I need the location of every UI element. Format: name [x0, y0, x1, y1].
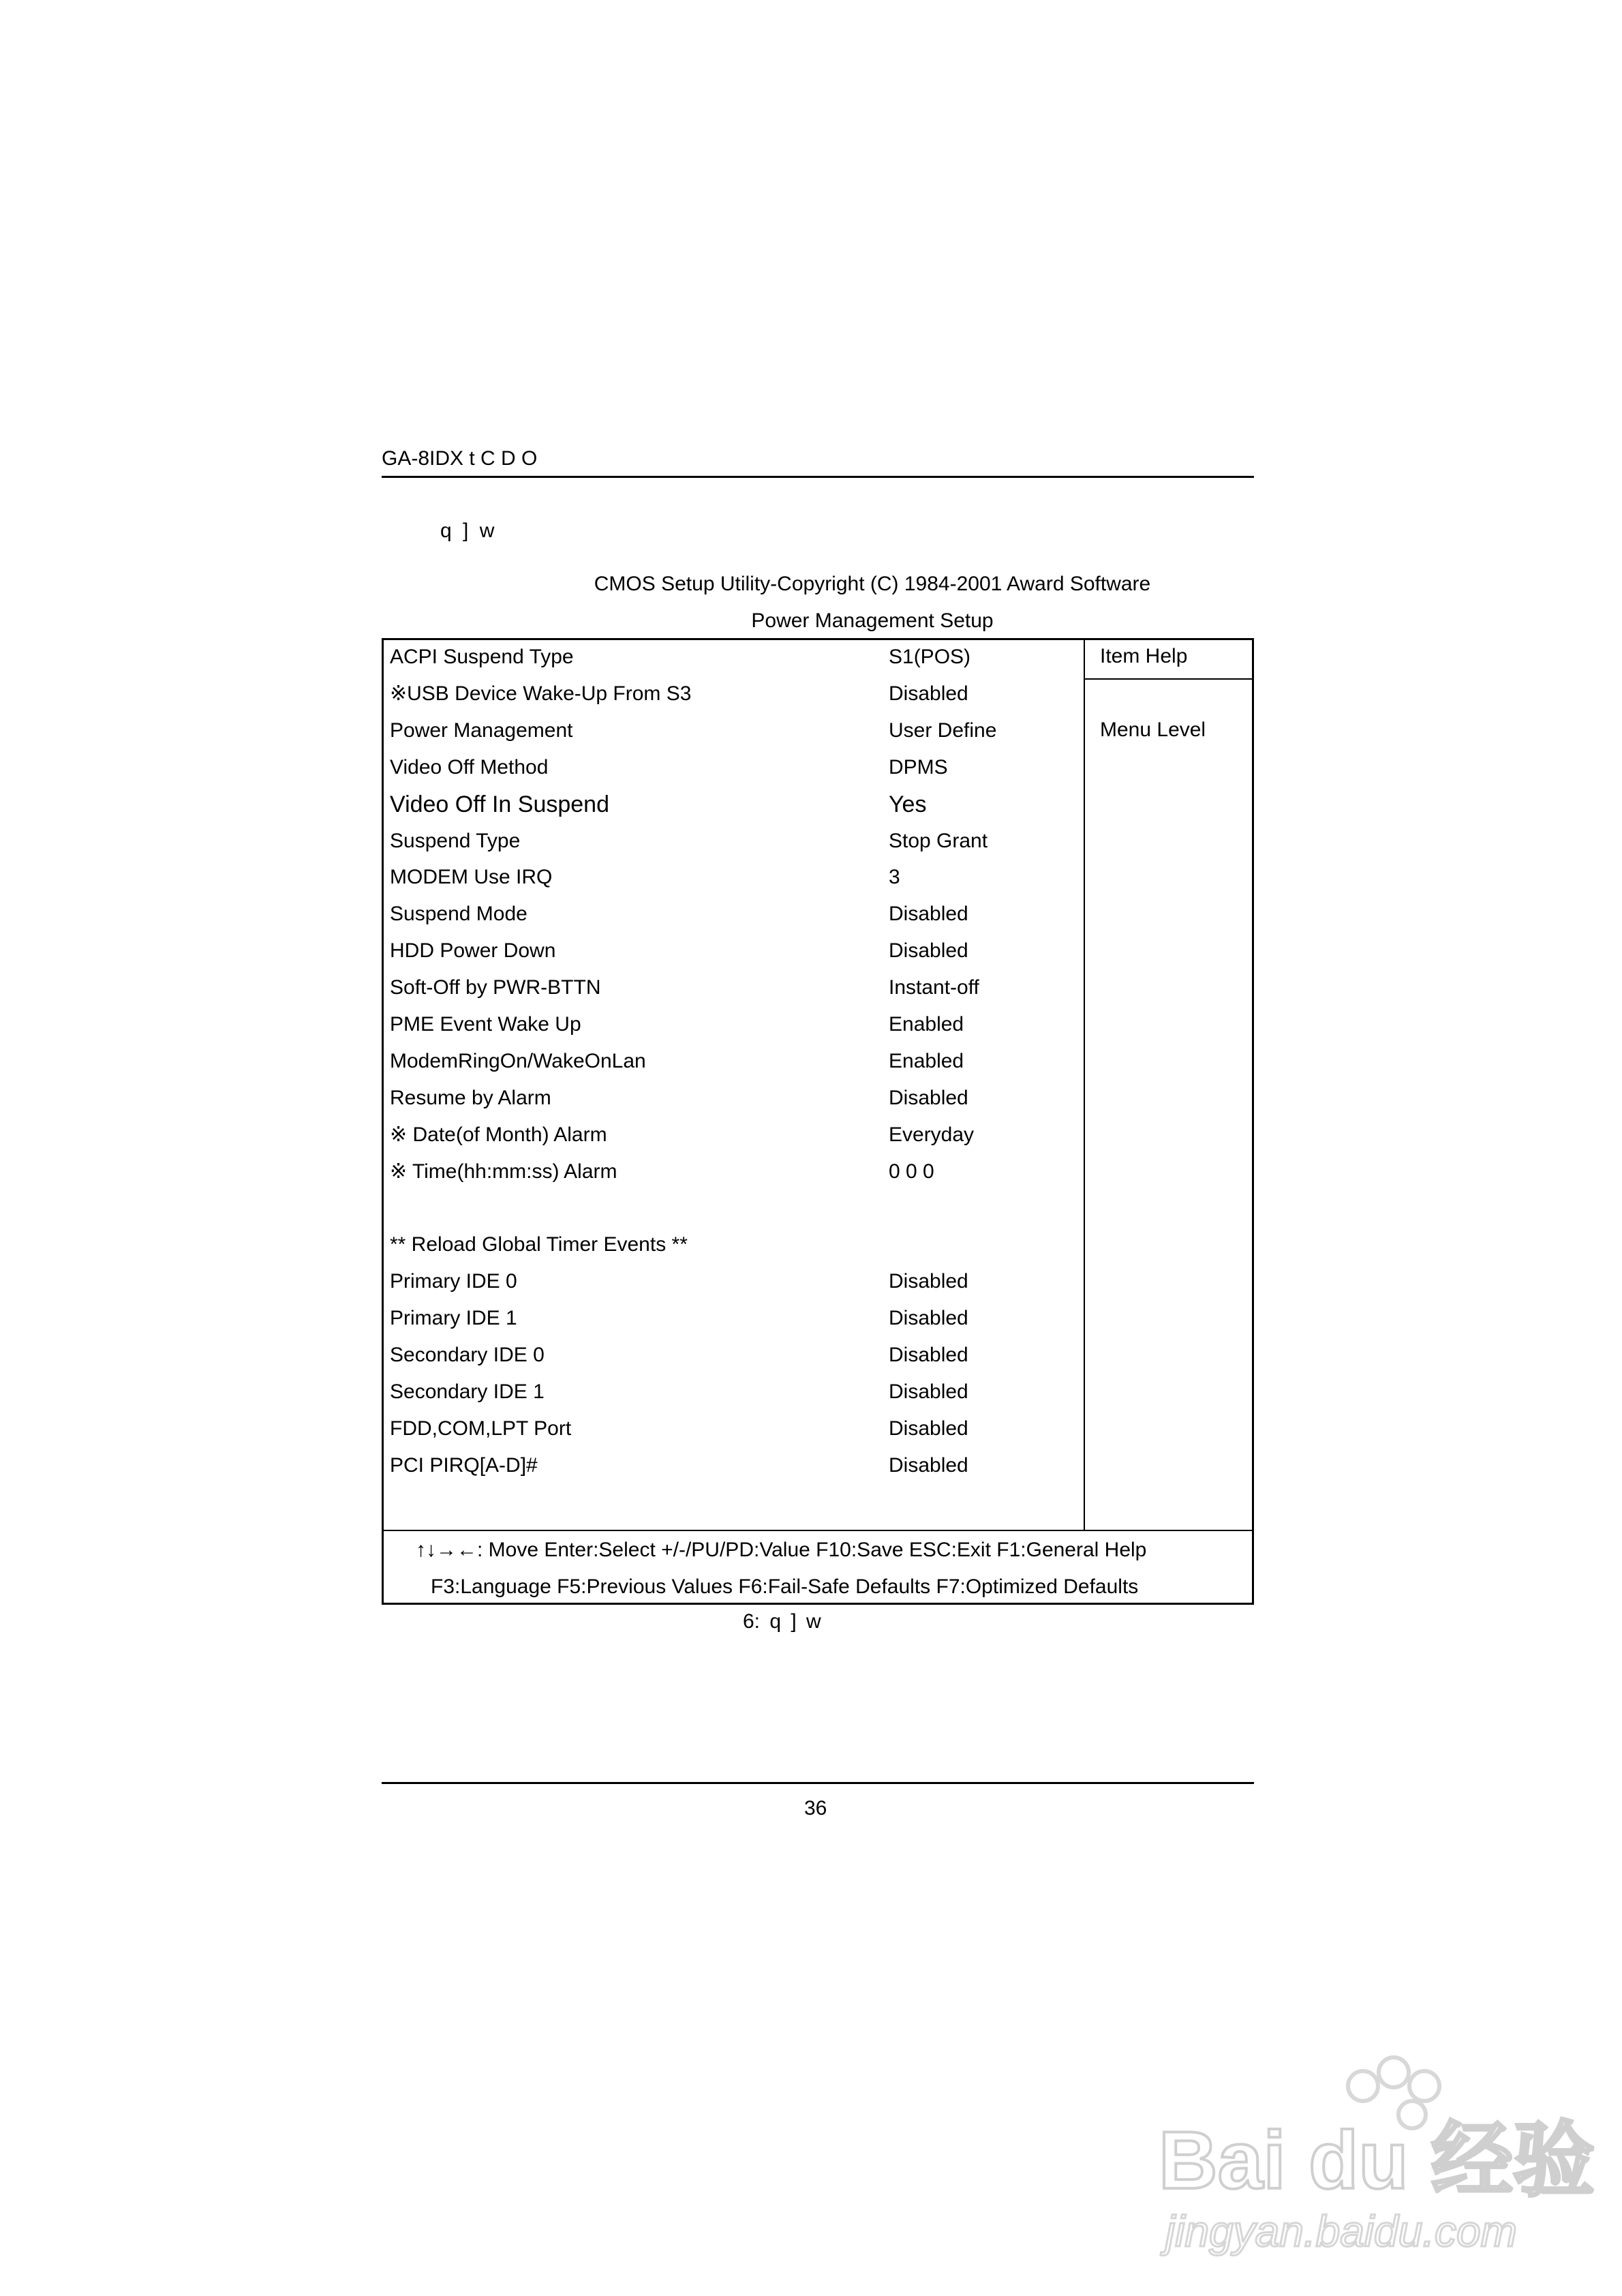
setting-row[interactable]	[390, 676, 1078, 712]
setting-label: PME Event Wake Up	[390, 1013, 581, 1036]
setting-value[interactable]: Disabled	[889, 903, 968, 926]
footer-divider	[382, 1530, 1254, 1531]
baidu-jingyan-watermark	[1159, 2052, 1595, 2256]
bios-subtitle: Power Management Setup	[751, 609, 994, 632]
setting-row[interactable]	[390, 1264, 1078, 1299]
setting-row[interactable]	[390, 933, 1078, 969]
setting-row[interactable]	[390, 750, 1078, 785]
setting-value[interactable]: DPMS	[889, 755, 948, 779]
setting-value[interactable]: Disabled	[889, 1344, 968, 1367]
setting-row[interactable]	[390, 1301, 1078, 1336]
setting-row[interactable]	[390, 1044, 1078, 1079]
setting-label: ※ Time(hh:mm:ss) Alarm	[390, 1160, 617, 1183]
setting-value[interactable]: Enabled	[889, 1013, 964, 1036]
setting-row	[390, 1191, 1078, 1226]
setting-label: Suspend Type	[390, 829, 521, 852]
setting-label: HDD Power Down	[390, 939, 556, 963]
figure-caption: 6: q ] w	[743, 1610, 821, 1633]
setting-label: Video Off In Suspend	[390, 791, 609, 817]
manual-header: GA-8IDX t C D O	[382, 447, 538, 470]
setting-label: ※ Date(of Month) Alarm	[390, 1123, 607, 1146]
setting-label: Primary IDE 1	[390, 1307, 517, 1330]
setting-label: ModemRingOn/WakeOnLan	[390, 1049, 646, 1072]
setting-value[interactable]: Disabled	[889, 1417, 968, 1440]
setting-label: ** Reload Global Timer Events **	[390, 1233, 688, 1256]
setting-row[interactable]	[390, 1154, 1078, 1190]
setting-label: Soft-Off by PWR-BTTN	[390, 976, 601, 999]
setting-row[interactable]	[390, 713, 1078, 749]
setting-label: FDD,COM,LPT Port	[390, 1417, 572, 1440]
item-help-title: Item Help	[1100, 645, 1188, 667]
setting-label: Secondary IDE 0	[390, 1344, 545, 1367]
setting-label: Secondary IDE 1	[390, 1380, 545, 1403]
setting-row[interactable]	[390, 970, 1078, 1006]
setting-row[interactable]	[390, 639, 1078, 675]
setting-value[interactable]: Instant-off	[889, 976, 979, 999]
watermark-url: jingyan.baidu.com	[1165, 2207, 1517, 2256]
setting-label: Resume by Alarm	[390, 1086, 551, 1109]
setting-value[interactable]: Disabled	[889, 1270, 968, 1293]
setting-value[interactable]: Enabled	[889, 1049, 964, 1072]
section-subheading: q ] w	[440, 519, 495, 542]
setting-value[interactable]: Everyday	[889, 1123, 975, 1146]
setting-row[interactable]	[390, 1007, 1078, 1042]
setting-value[interactable]: 0 0 0	[889, 1160, 934, 1183]
setting-label: Suspend Mode	[390, 903, 527, 926]
header-rule	[382, 476, 1254, 478]
setting-value[interactable]: User Define	[889, 719, 997, 742]
setting-label: PCI PIRQ[A-D]#	[390, 1453, 538, 1477]
page-number: 36	[804, 1797, 827, 1819]
footer-rule	[382, 1782, 1254, 1784]
setting-row[interactable]	[390, 1117, 1078, 1153]
setting-value[interactable]: Stop Grant	[889, 829, 988, 852]
help-title-divider	[1084, 678, 1254, 680]
setting-value[interactable]: 3	[889, 866, 900, 889]
setting-row[interactable]	[390, 1411, 1078, 1447]
setting-value[interactable]: Disabled	[889, 1086, 968, 1109]
setting-row[interactable]	[390, 787, 1078, 822]
watermark-brand: Bai du 经验	[1159, 2115, 1595, 2206]
setting-row[interactable]	[390, 1081, 1078, 1116]
setting-label: ※USB Device Wake-Up From S3	[390, 682, 692, 705]
setting-label: Primary IDE 0	[390, 1270, 517, 1293]
key-legend-line1: ↑↓→←: Move Enter:Select +/-/PU/PD:Value F10:Save ESC:Exit F1:General Help	[416, 1539, 1147, 1561]
setting-row[interactable]	[390, 824, 1078, 859]
setting-value[interactable]: Disabled	[889, 1453, 968, 1477]
setting-value[interactable]: Disabled	[889, 1307, 968, 1330]
setting-value[interactable]: Disabled	[889, 1380, 968, 1403]
setting-value[interactable]: Disabled	[889, 682, 968, 705]
setting-row[interactable]	[390, 896, 1078, 932]
setting-row[interactable]	[390, 1374, 1078, 1410]
setting-value[interactable]: S1(POS)	[889, 646, 971, 668]
setting-row[interactable]	[390, 860, 1078, 895]
setting-row[interactable]	[390, 1338, 1078, 1373]
key-legend-line2: F3:Language F5:Previous Values F6:Fail-Safe Defaults F7:Optimized Defaults	[431, 1575, 1139, 1598]
menu-level-label: Menu Level	[1100, 719, 1206, 741]
setting-label: Video Off Method	[390, 755, 549, 779]
setting-row[interactable]	[390, 1227, 1078, 1263]
help-column-divider	[1084, 638, 1085, 1530]
setting-label: Power Management	[390, 719, 573, 742]
setting-label: MODEM Use IRQ	[390, 866, 553, 889]
setting-value[interactable]: Disabled	[889, 939, 968, 963]
bios-title: CMOS Setup Utility-Copyright (C) 1984-2001 Award Software	[594, 573, 1151, 595]
setting-value[interactable]: Yes	[889, 791, 927, 817]
setting-label: ACPI Suspend Type	[390, 646, 574, 668]
setting-row[interactable]	[390, 1448, 1078, 1483]
